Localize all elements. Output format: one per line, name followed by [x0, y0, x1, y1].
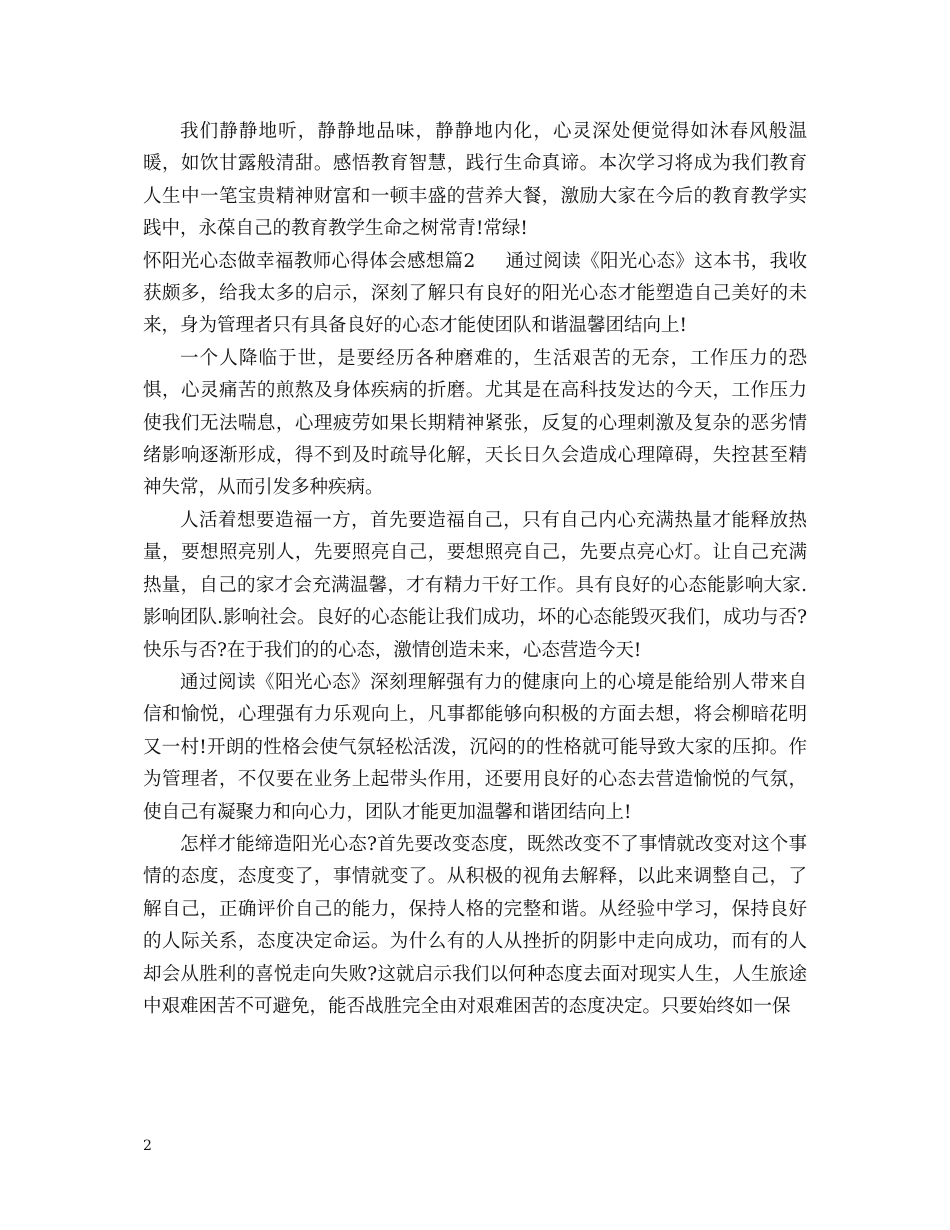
section-heading: 怀阳光心态做幸福教师心得体会感想篇2 — [143, 250, 476, 272]
paragraph-5: 通过阅读《阳光心态》深刻理解强有力的健康向上的心境是能给别人带来自信和愉悦，心理强有力乐观向上，凡事都能够向积极的方面去想，将会柳暗花明又一村!开朗的性格会使气氛轻松活泼，沉闷的的性格就可能导致大家的压抑。作为管理者，不仅要在业务上起带头作用，还要用良好的心态去营造愉悦的气氛，使自己有凝聚力和向心力，团队才能更加温馨和谐团结向上! — [143, 671, 807, 823]
paragraph-2-text: 通过阅读《阳光心态》这本书，我收获颇多，给我太多的启示，深刻了解只有良好的阳光心态才能塑造自己美好的未来，身为管理者只有具备良好的心态才能使团队和谐温馨团结向上! — [143, 250, 807, 337]
paragraph-2 — [143, 246, 807, 343]
paragraph-1: 我们静静地听，静静地品味，静静地内化，心灵深处便觉得如沐春风般温暖，如饮甘露般清甜。感悟教育智慧，践行生命真谛。本次学习将成为我们教育人生中一笔宝贵精神财富和一顿丰盛的营养大餐，激励大家在今后的教育教学实践中，永葆自己的教育教学生命之树常青!常绿! — [143, 121, 807, 240]
document-body — [143, 116, 807, 1023]
paragraph-3: 一个人降临于世，是要经历各种磨难的，生活艰苦的无奈，工作压力的恐惧，心灵痛苦的煎熬及身体疾病的折磨。尤其是在高科技发达的今天，工作压力使我们无法喘息，心理疲劳如果长期精神紧张，反复的心理刺激及复杂的恶劣情绪影响逐渐形成，得不到及时疏导化解，天长日久会造成心理障碍，失控甚至精神失常，从而引发多种疾病。 — [143, 347, 807, 499]
paragraph-6: 怎样才能缔造阳光心态?首先要改变态度，既然改变不了事情就改变对这个事情的态度，态度变了，事情就变了。从积极的视角去解释，以此来调整自己，了解自己，正确评价自己的能力，保持人格的完整和谐。从经验中学习，保持良好的人际关系，态度决定命运。为什么有的人从挫折的阴影中走向成功，而有的人却会从胜利的喜悦走向失败?这就启示我们以何种态度去面对现实人生，人生旅途中艰难困苦不可避免，能否战胜完全由对艰难困苦的态度决定。只要始终如一保 — [143, 833, 807, 1017]
paragraph-4: 人活着想要造福一方，首先要造福自己，只有自己内心充满热量才能释放热量，要想照亮别人，先要照亮自己，要想照亮自己，先要点亮心灯。让自己充满热量，自己的家才会充满温馨，才有精力干好工作。具有良好的心态能影响大家.影响团队.影响社会。良好的心态能让我们成功，坏的心态能毁灭我们，成功与否?快乐与否?在于我们的的心态，激情创造未来，心态营造今天! — [143, 509, 807, 661]
page-number: 2 — [143, 1138, 152, 1154]
